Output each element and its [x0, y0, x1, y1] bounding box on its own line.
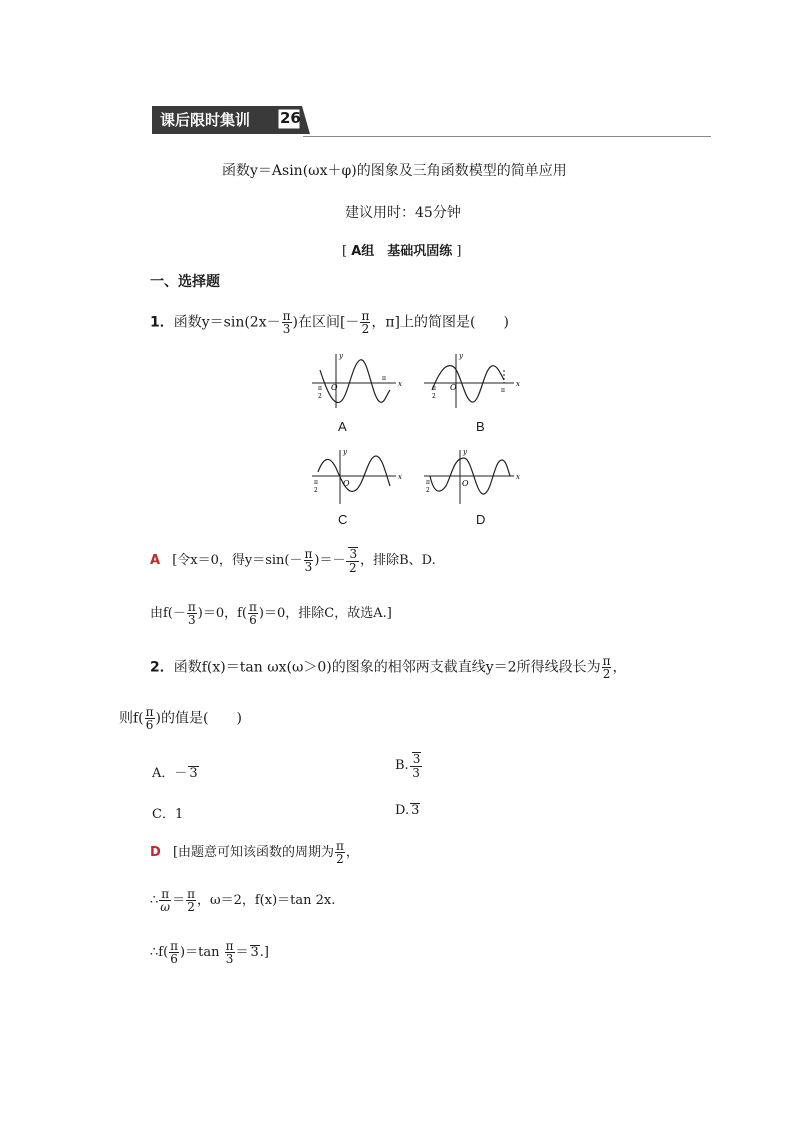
q2-option-a: A．－ 3 — [152, 766, 198, 781]
svg-text:π: π — [318, 385, 322, 392]
q2-option-c: C．1 — [152, 807, 184, 822]
q2-stem-line2: 则f( $\frac{\pi}{6}$ )的值是( ) — [119, 705, 242, 732]
q2-solution-line1: D [由题意可知该函数的周期为 $\frac{\pi}{2}$ ， — [150, 839, 359, 866]
svg-text:π: π — [432, 385, 436, 392]
fraction-pi-over-6: $\frac{\pi}{6}$ — [170, 939, 179, 966]
q1-number: 1． — [150, 314, 174, 331]
svg-text:2: 2 — [426, 487, 430, 494]
svg-text:O: O — [450, 383, 457, 392]
fraction-pi-over-3: $\frac{\pi}{3}$ — [187, 600, 196, 627]
fraction-pi-over-3: $\frac{\pi}{3}$ — [225, 939, 234, 966]
header-number: 26 — [280, 109, 301, 127]
q1-solution-line1: A [令x＝0，得y＝sin(－ $\frac{\pi}{3}$ )＝－ $\frac{3}{2}$ ，排除B、D. — [150, 547, 436, 576]
fraction-pi-over-3: $\frac{\pi}{3}$ — [282, 309, 291, 336]
svg-text:x: x — [516, 380, 520, 388]
graph-c — [310, 446, 400, 506]
q2-answer: D — [150, 845, 161, 860]
q2-solution-line2: ∴ $\frac{\pi}{\omega}$ ＝ $\frac{\pi}{2}$ ，ω＝2，f(x)＝tan 2x. — [150, 887, 336, 914]
svg-text:y: y — [459, 352, 463, 360]
svg-text:π: π — [382, 375, 386, 382]
graph-c-label: C — [338, 512, 348, 527]
fraction-pi-over-omega: $\frac{\pi}{\omega}$ — [160, 887, 171, 914]
q2-solution-line3: ∴f( $\frac{\pi}{6}$ )＝tan $\frac{\pi}{3}$ ＝ 3.] — [150, 939, 270, 966]
graph-d-label: D — [476, 512, 486, 527]
svg-text:y: y — [343, 448, 347, 456]
group-bracket-right: ] — [452, 244, 462, 259]
q1-stem-a: 函数y＝sin(2x－ — [173, 314, 281, 331]
svg-text:y: y — [463, 448, 467, 456]
group-heading — [342, 240, 462, 259]
q2-option-b: B. $\frac{3}{3}$ — [395, 752, 421, 781]
graph-d — [422, 446, 518, 506]
header-rule — [303, 136, 711, 137]
group-bracket-left: [ — [342, 244, 352, 259]
fraction-pi-over-2: $\frac{\pi}{2}$ — [602, 654, 611, 681]
fraction-sqrt3-over-2: $\frac{3}{2}$ — [346, 547, 359, 574]
graph-c-curve — [318, 456, 390, 491]
header-banner — [152, 104, 310, 134]
svg-text:2: 2 — [314, 487, 318, 494]
svg-text:2: 2 — [318, 393, 322, 400]
q1-stem — [150, 310, 509, 335]
graph-b — [422, 350, 518, 410]
q1-solution-line2: 由f(－ $\frac{\pi}{3}$ )＝0，f( $\frac{\pi}{6}$ )＝0，排除C，故选A.] — [150, 600, 392, 627]
svg-text:π: π — [426, 479, 430, 486]
graph-b-curve — [432, 366, 504, 402]
graph-a-label: A — [338, 419, 347, 434]
q1-stem-c: ，π]上的简图是( ) — [371, 314, 509, 331]
fraction-pi-over-6: $\frac{\pi}{6}$ — [145, 705, 154, 732]
fraction-pi-over-2: $\frac{\pi}{2}$ — [336, 839, 344, 866]
fraction-pi-over-2: $\frac{\pi}{2}$ — [187, 887, 195, 914]
q2-number: 2． — [150, 659, 174, 676]
svg-text:y: y — [339, 352, 343, 360]
q1-answer: A — [150, 553, 161, 569]
svg-text:x: x — [398, 473, 402, 481]
section-choice-heading: 一、选择题 — [150, 274, 220, 290]
svg-text:O: O — [343, 479, 350, 488]
svg-text:x: x — [398, 380, 402, 388]
header-label: 课后限时集训 — [160, 111, 251, 129]
graph-a-curve — [320, 360, 390, 403]
fraction-pi-over-3: $\frac{\pi}{3}$ — [304, 547, 313, 575]
graph-a — [310, 350, 400, 410]
graph-b-label: B — [476, 419, 485, 434]
q2-stem-line1: 2．函数f(x)＝tan ωx(ω＞0)的图象的相邻两支截直线y＝2所得线段长为 $\frac{\pi}{2}$ ， — [150, 654, 627, 681]
svg-text:O: O — [331, 383, 338, 392]
q1-stem-b: )在区间[－ — [292, 314, 360, 331]
svg-text:π: π — [314, 479, 318, 486]
svg-text:2: 2 — [432, 393, 436, 400]
fraction-sqrt3-over-3: $\frac{3}{3}$ — [410, 752, 423, 779]
svg-text:x: x — [516, 473, 520, 481]
time-note: 建议用时：45分钟 — [345, 205, 461, 221]
svg-text:π: π — [501, 387, 505, 394]
fraction-pi-over-2: $\frac{\pi}{2}$ — [361, 309, 370, 336]
fraction-pi-over-6: $\frac{\pi}{6}$ — [249, 600, 257, 627]
svg-text:O: O — [462, 479, 469, 488]
page-title: 函数y＝Asin(ωx＋φ)的图象及三角函数模型的简单应用 — [222, 163, 567, 179]
q2-option-d: D. 3 — [395, 803, 420, 818]
group-label: A组 基础巩固练 — [351, 244, 453, 259]
